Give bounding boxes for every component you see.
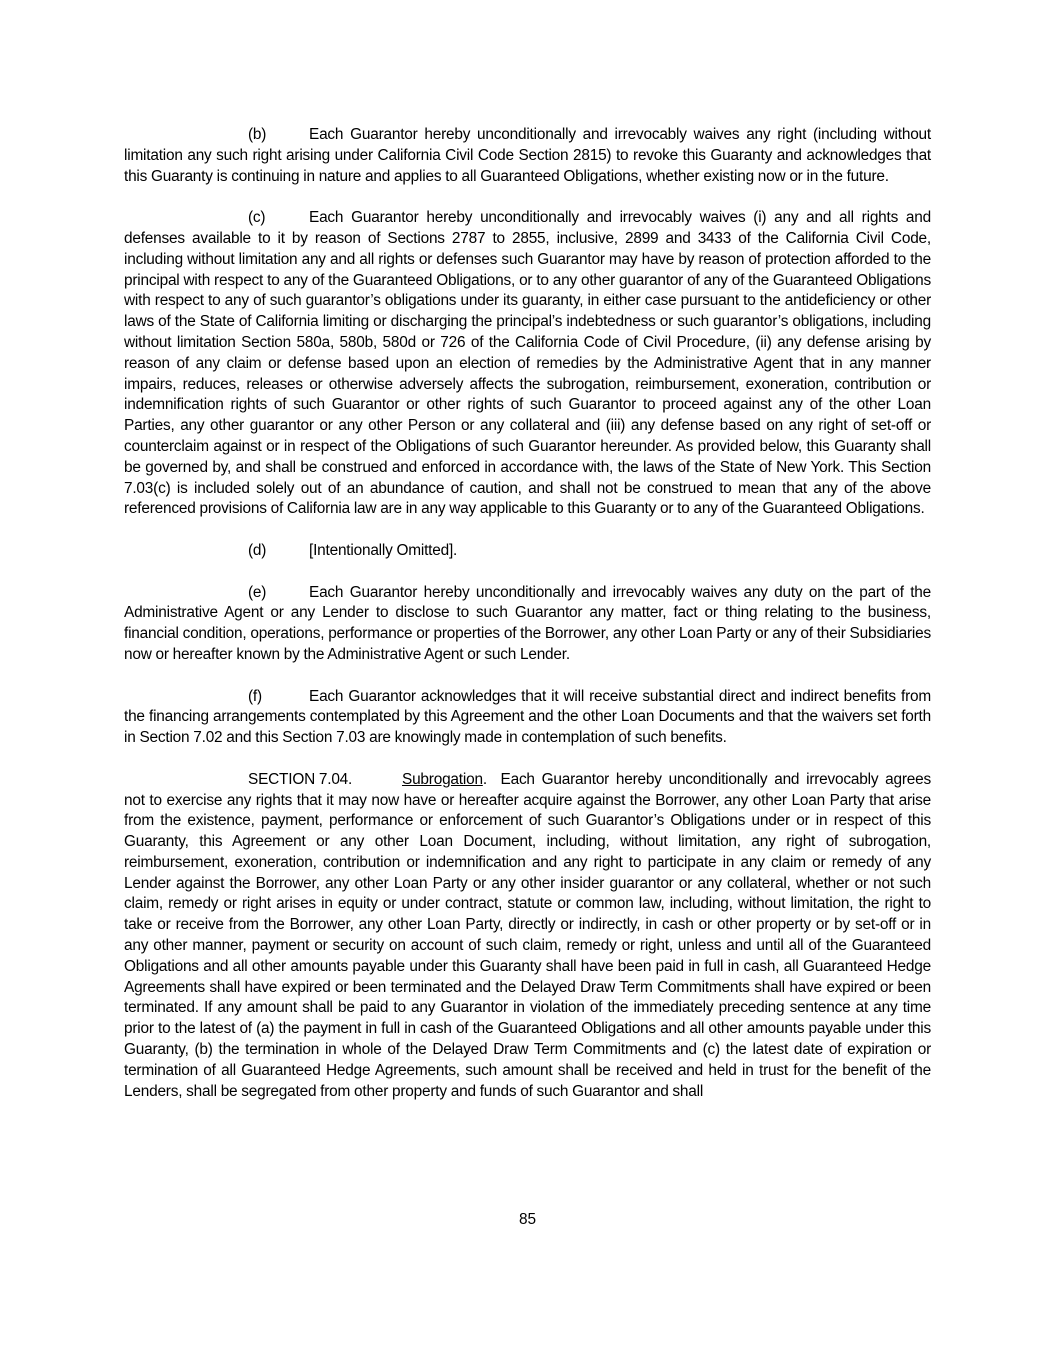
section-caption-punct: . <box>482 770 487 788</box>
paragraph-d <box>124 541 931 562</box>
paragraph-text: [Intentionally Omitted]. <box>309 541 458 559</box>
document-body <box>124 125 931 1123</box>
paragraph-c <box>124 208 931 520</box>
section-7-04 <box>124 770 931 1103</box>
paragraph-f <box>124 687 931 749</box>
paragraph-text: Each Guarantor hereby unconditionally and irrevocably waives (i) any and all rights and defenses available to it by reason of Sections 2787 to 2855, inclusive, 2899 and 3433 of the California Civil Code, including without limitation any and all rights or defenses such Guarantor may have by reason of protection afforded to the principal with respect to any of the Guaranteed Obligations, or to any other guarantor of any of the Guaranteed Obligations with respect to any of such guarantor’s obligations under its guaranty, in either case pursuant to the antideficiency or other laws of the State of California limiting or discharging the principal’s indebtedness or such guarantor’s obligations, including without limitation Section 580a, 580b, 580d or 726 of the California Code of Civil Procedure, (ii) any defense arising by reason of any claim or defense based upon an election of remedies by the Administrative Agent that in any manner impairs, reduces, releases or otherwise adversely affects the subrogation, reimbursement, exoneration, contribution or indemnification rights of such Guarantor or other rights of such Guarantor to proceed against any of the other Loan Parties, any other guarantor or any other Person or any collateral and (iii) any defense based on any right of set-off or counterclaim against or in respect of the Obligations of such Guarantor hereunder. As provided below, this Guaranty shall be governed by, and shall be construed and enforced in accordance with, the laws of the State of New York. This Section 7.03(c) is included solely out of an abundance of caution, and shall not be construed to mean that any of the above referenced provisions of California law are in any way applicable to this Guaranty or to any of the Guaranteed Obligations. <box>124 209 931 518</box>
paragraph-marker: (d) <box>248 541 267 559</box>
paragraph-marker: (c) <box>248 209 266 227</box>
paragraph-e <box>124 583 931 666</box>
paragraph-marker: (e) <box>248 583 267 601</box>
paragraph-text: Each Guarantor hereby unconditionally and irrevocably waives any duty on the part of the Administrative Agent or any Lender to disclose to such Guarantor any matter, fact or thing relating to the business, financial condition, operations, performance or properties of the Borrower, any other Loan Party or any of their Subsidiaries now or hereafter known by the Administrative Agent or such Lender. <box>124 583 931 663</box>
paragraph-text: Each Guarantor hereby unconditionally and irrevocably waives any right (including without limitation any such right arising under California Civil Code Section 2815) to revoke this Guaranty and acknowledges that this Guaranty is continuing in nature and applies to all Guaranteed Obligations, whether existing now or in the future. <box>124 126 931 185</box>
paragraph-b <box>124 125 931 187</box>
paragraph-text: Each Guarantor acknowledges that it will receive substantial direct and indirect benefits from the financing arrangements contemplated by this Agreement and the other Loan Documents and that the waivers set forth in Section 7.02 and this Section 7.03 are knowingly made in contemplation of such benefits. <box>124 687 931 747</box>
section-text: Each Guarantor hereby unconditionally and irrevocably agrees not to exercise any rights that it may now have or hereafter acquire against the Borrower, any other Loan Party that arise from the existence, payment, performance or enforcement of such Guarantor’s Obligations under or in respect of this Guaranty, this Agreement or any other Loan Document, including, without limitation, any right of subrogation, reimbursement, exoneration, contribution or indemnification and any right to participate in any claim or remedy of any Lender against the Borrower, any other Loan Party or any other insider guarantor or any collateral, whether or not such claim, remedy or right arises in equity or under contract, statute or common law, including, without limitation, the right to take or receive from the Borrower, any other Loan Party, directly or indirectly, in cash or other property or by set-off or in any other manner, payment or security on account of such claim, remedy or right, unless and until all of the Guaranteed Obligations and all other amounts payable under this Guaranty shall have been paid in full in cash, all Guaranteed Hedge Agreements shall have expired or been terminated and the Delayed Draw Term Commitments shall have expired or been terminated. If any amount shall be paid to any Guarantor in violation of the immediately preceding sentence at any time prior to the latest of (a) the payment in full in cash of the Guaranteed Obligations and all other amounts payable under this Guaranty, (b) the termination in whole of the Delayed Draw Term Commitments and (c) the latest date of expiration or termination of all Guaranteed Hedge Agreements, such amount shall be received and held in trust for the benefit of the Lenders, shall be segregated from other property and funds of such Guarantor and shall <box>124 770 931 1100</box>
paragraph-marker: (f) <box>248 687 262 705</box>
paragraph-marker: (b) <box>248 126 267 143</box>
section-number: SECTION 7.04. <box>248 770 353 788</box>
section-caption: Subrogation <box>402 770 483 788</box>
page-number: 85 <box>518 1211 537 1228</box>
